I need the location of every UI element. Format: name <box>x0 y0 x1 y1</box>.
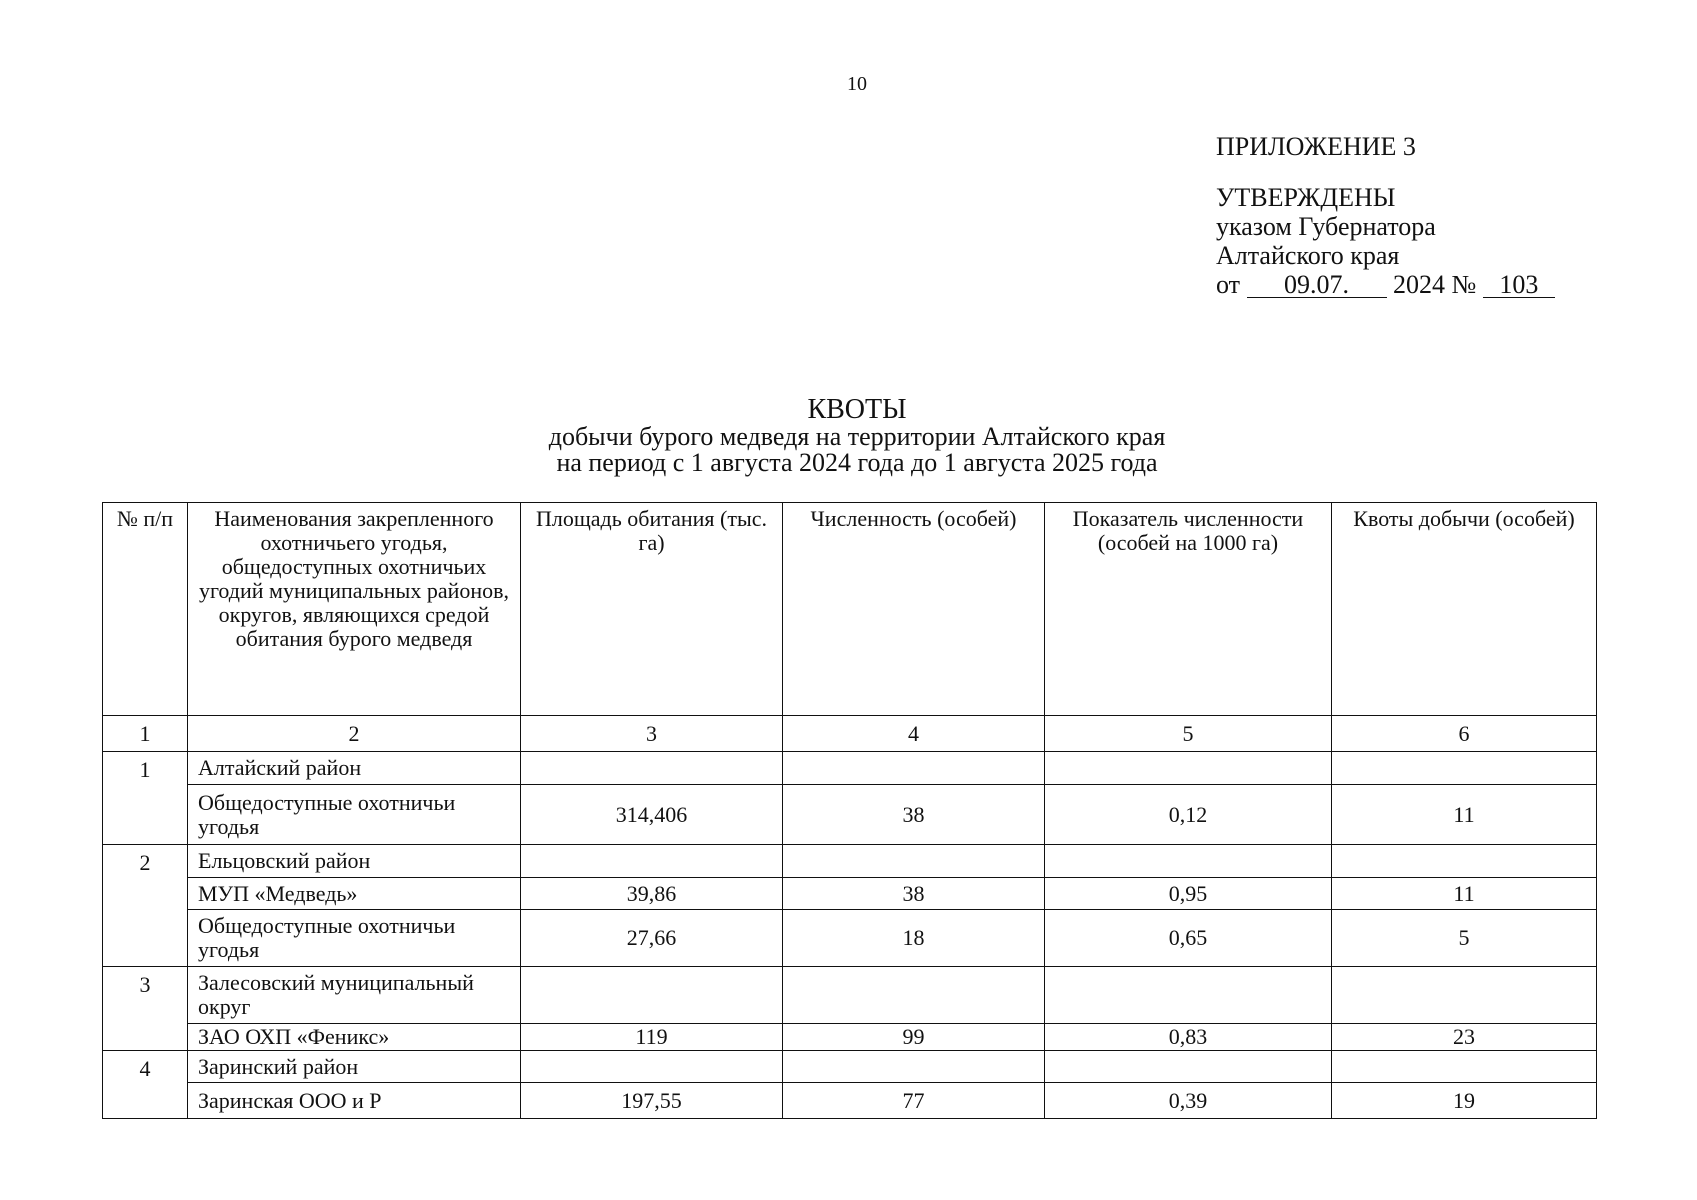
quota-value: 19 <box>1332 1083 1597 1119</box>
column-number: 1 <box>103 716 188 752</box>
area-value: 39,86 <box>521 878 783 910</box>
density-value: 0,65 <box>1045 910 1332 967</box>
column-number-row <box>103 716 1597 752</box>
column-number: 6 <box>1332 716 1597 752</box>
district-name: Алтайский район <box>188 752 521 785</box>
table-row <box>103 910 1597 967</box>
decree-line <box>1216 270 1555 299</box>
density-value: 0,83 <box>1045 1024 1332 1051</box>
column-number: 2 <box>188 716 521 752</box>
area-value: 197,55 <box>521 1083 783 1119</box>
hunting-ground-name: Заринская ООО и Р <box>188 1083 521 1119</box>
header-row <box>103 503 1597 716</box>
row-index: 2 <box>103 845 188 967</box>
district-name: Ельцовский район <box>188 845 521 878</box>
heading-line-2: добычи бурого медведя на территории Алтайского края <box>548 422 1166 451</box>
page-number: 10 <box>847 73 867 95</box>
district-name: Залесовский муниципальный округ <box>188 967 521 1024</box>
hunting-ground-name: Общедоступные охотничьи угодья <box>188 910 521 967</box>
district-row <box>103 967 1597 1024</box>
decree-date: 09.07. <box>1247 272 1387 298</box>
district-row <box>103 1051 1597 1083</box>
appendix-title: ПРИЛОЖЕНИЕ 3 <box>1216 132 1416 161</box>
area-value: 27,66 <box>521 910 783 967</box>
area-value: 119 <box>521 1024 783 1051</box>
district-row <box>103 752 1597 785</box>
district-row <box>103 845 1597 878</box>
heading-line-3: на период с 1 августа 2024 года до 1 августа 2025 года <box>556 448 1158 477</box>
approved-region-line: Алтайского края <box>1216 241 1400 270</box>
quota-value: 11 <box>1332 878 1597 910</box>
appendix-block <box>1216 132 1555 299</box>
header-cell: Численность (особей) <box>783 503 1045 716</box>
table-row <box>103 785 1597 845</box>
header-cell: Площадь обитания (тыс. га) <box>521 503 783 716</box>
header-cell: Квоты добычи (особей) <box>1332 503 1597 716</box>
header-cell: № п/п <box>103 503 188 716</box>
header-cell: Наименования закрепленного охотничьего угодья, общедоступных охотничьих угодий муниципальных районов, округов, являющихся средой обитания бурого медведя <box>188 503 521 716</box>
count-value: 38 <box>783 785 1045 845</box>
from-label: от <box>1216 270 1241 299</box>
hunting-ground-name: МУП «Медведь» <box>188 878 521 910</box>
count-value: 38 <box>783 878 1045 910</box>
table-row <box>103 1024 1597 1051</box>
table-row <box>103 1083 1597 1119</box>
header-cell: Показатель численности (особей на 1000 га) <box>1045 503 1332 716</box>
approved-by-line: указом Губернатора <box>1216 212 1436 241</box>
quota-value: 5 <box>1332 910 1597 967</box>
quota-value: 11 <box>1332 785 1597 845</box>
quota-value: 23 <box>1332 1024 1597 1051</box>
quota-table <box>102 502 1597 1119</box>
decree-number: 103 <box>1483 272 1555 298</box>
approved-label: УТВЕРЖДЕНЫ <box>1216 183 1396 212</box>
hunting-ground-name: ЗАО ОХП «Феникс» <box>188 1024 521 1051</box>
document-heading <box>0 396 1697 476</box>
density-value: 0,95 <box>1045 878 1332 910</box>
column-number: 5 <box>1045 716 1332 752</box>
row-index: 4 <box>103 1051 188 1119</box>
hunting-ground-name: Общедоступные охотничьи угодья <box>188 785 521 845</box>
count-value: 77 <box>783 1083 1045 1119</box>
row-index: 3 <box>103 967 188 1051</box>
density-value: 0,12 <box>1045 785 1332 845</box>
count-value: 18 <box>783 910 1045 967</box>
count-value: 99 <box>783 1024 1045 1051</box>
density-value: 0,39 <box>1045 1083 1332 1119</box>
column-number: 3 <box>521 716 783 752</box>
column-number: 4 <box>783 716 1045 752</box>
area-value: 314,406 <box>521 785 783 845</box>
table-row <box>103 878 1597 910</box>
heading-title: КВОТЫ <box>807 394 907 425</box>
row-index: 1 <box>103 752 188 845</box>
district-name: Заринский район <box>188 1051 521 1083</box>
year-number-label: 2024 № <box>1393 270 1477 299</box>
